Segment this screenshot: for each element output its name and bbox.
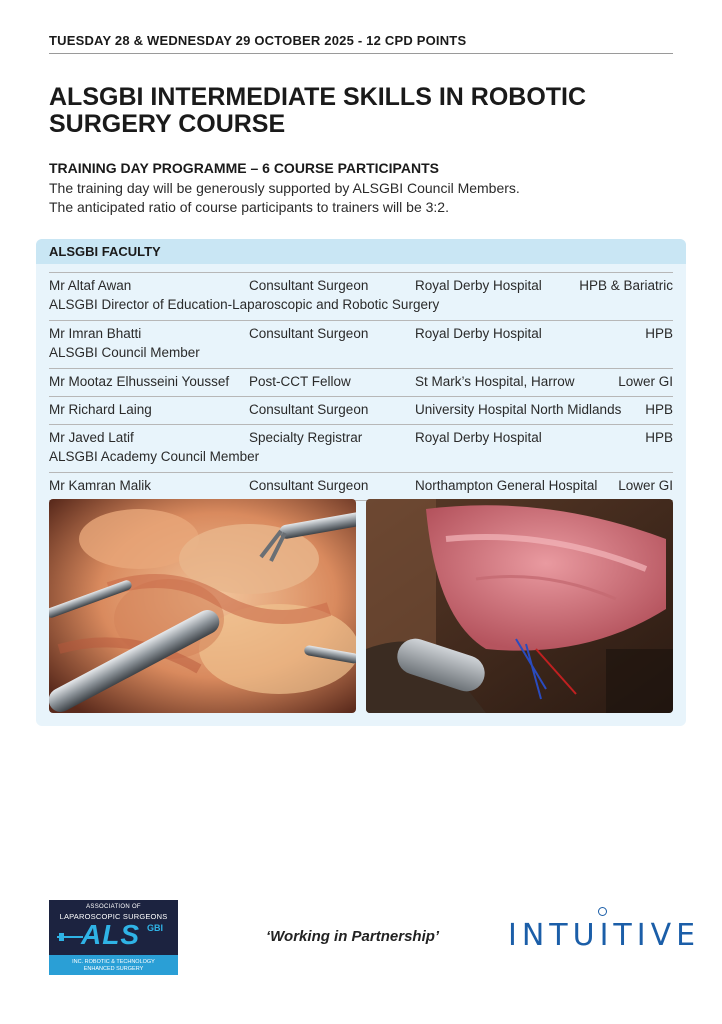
- faculty-row: [49, 325, 673, 369]
- faculty-hospital: Royal Derby Hospital: [415, 326, 542, 341]
- faculty-header: [36, 239, 686, 264]
- programme-intro: [49, 179, 669, 217]
- als-mark: ALS: [81, 919, 140, 950]
- faculty-hospital: University Hospital North Midlands: [415, 402, 622, 417]
- faculty-row: [49, 429, 673, 473]
- partnership-tagline: ‘Working in Partnership’: [266, 928, 440, 945]
- event-date-line: TUESDAY 28 & WEDNESDAY 29 OCTOBER 2025 - 12 CPD POINTS: [49, 33, 673, 54]
- faculty-row: [49, 373, 673, 397]
- faculty-hospital: St Mark’s Hospital, Harrow: [415, 374, 575, 389]
- faculty-specialty: Lower GI: [618, 374, 673, 389]
- intuitive-logo: [508, 907, 701, 953]
- programme-heading: TRAINING DAY PROGRAMME – 6 COURSE PARTICIPANTS: [49, 160, 439, 176]
- faculty-row: [49, 477, 673, 501]
- faculty-role: Consultant Surgeon: [249, 278, 369, 293]
- faculty-specialty: HPB: [645, 402, 673, 417]
- faculty-row: [49, 277, 673, 321]
- als-logo-line-4: ENHANCED SURGERY: [83, 966, 144, 972]
- intro-line-1: The training day will be generously supported by ALSGBI Council Members.: [49, 180, 520, 196]
- faculty-role: Consultant Surgeon: [249, 478, 369, 493]
- intuitive-wordmark: INTUITIVE: [508, 918, 701, 953]
- als-gbi-logo: [49, 900, 178, 975]
- gbi-mark: GBI: [147, 923, 164, 933]
- faculty-name: Mr Imran Bhatti: [49, 326, 142, 341]
- faculty-name: Mr Kamran Malik: [49, 478, 152, 493]
- surgery-scene-image: [49, 499, 356, 713]
- surgery-scene-image: [366, 499, 673, 713]
- faculty-name: Mr Richard Laing: [49, 402, 152, 417]
- intuitive-dot-icon: [598, 907, 607, 916]
- faculty-hospital: Northampton General Hospital: [415, 478, 598, 493]
- robotic-surgery-photo-right: [366, 499, 673, 713]
- als-logo-line-2: LAPAROSCOPIC SURGEONS: [59, 912, 168, 921]
- faculty-note: ALSGBI Director of Education-Laparoscopic and Robotic Surgery: [49, 297, 440, 312]
- faculty-table: [49, 272, 673, 501]
- laparoscope-icon: [57, 930, 83, 944]
- faculty-hospital: Royal Derby Hospital: [415, 430, 542, 445]
- course-title: [49, 84, 649, 138]
- faculty-hospital: Royal Derby Hospital: [415, 278, 542, 293]
- faculty-name: Mr Javed Latif: [49, 430, 134, 445]
- course-title-line-1: ALSGBI INTERMEDIATE SKILLS IN ROBOTIC: [49, 83, 587, 111]
- faculty-note: ALSGBI Council Member: [49, 345, 200, 360]
- intro-line-2: The anticipated ratio of course participants to trainers will be 3:2.: [49, 199, 449, 215]
- faculty-row: [49, 401, 673, 425]
- faculty-role: Specialty Registrar: [249, 430, 363, 445]
- faculty-role: Consultant Surgeon: [249, 326, 369, 341]
- robotic-surgery-photo-left: [49, 499, 356, 713]
- course-title-line-2: SURGERY COURSE: [49, 110, 286, 138]
- faculty-role: Post-CCT Fellow: [249, 374, 351, 389]
- faculty-name: Mr Altaf Awan: [49, 278, 132, 293]
- als-logo-line-1: ASSOCIATION OF: [86, 904, 141, 910]
- faculty-name: Mr Mootaz Elhusseini Youssef: [49, 374, 230, 389]
- faculty-note: ALSGBI Academy Council Member: [49, 449, 260, 464]
- als-logo-strip: [49, 955, 178, 975]
- faculty-specialty: HPB & Bariatric: [579, 278, 673, 293]
- faculty-role: Consultant Surgeon: [249, 402, 369, 417]
- faculty-heading: ALSGBI FACULTY: [49, 244, 161, 259]
- faculty-specialty: Lower GI: [618, 478, 673, 493]
- faculty-specialty: HPB: [645, 326, 673, 341]
- als-logo-line-3: INC. ROBOTIC & TECHNOLOGY: [72, 959, 155, 965]
- faculty-specialty: HPB: [645, 430, 673, 445]
